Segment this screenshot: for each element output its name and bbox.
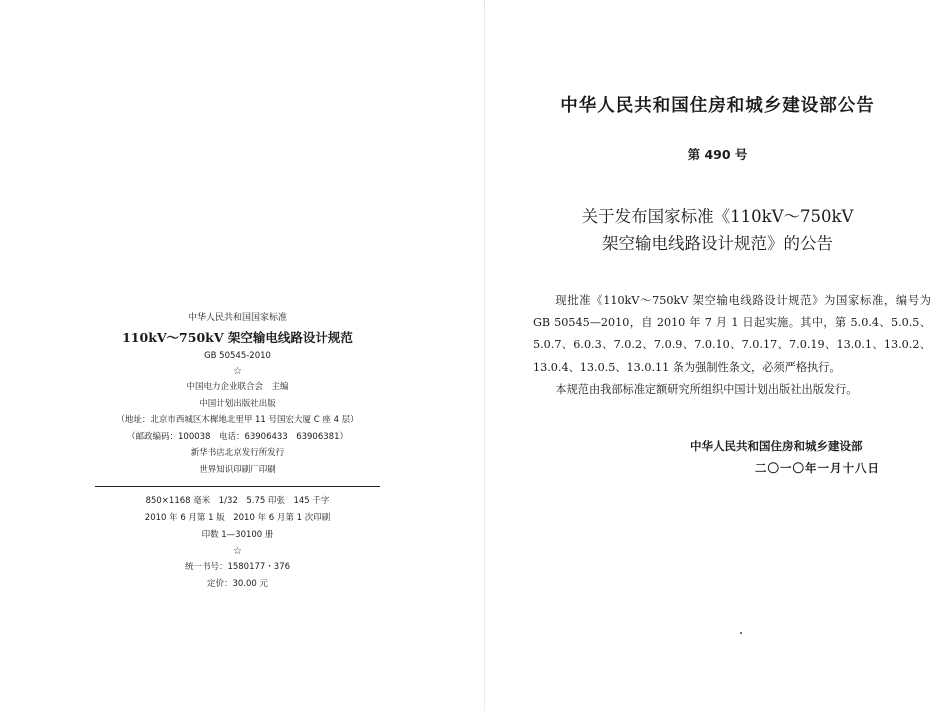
print-run-line: 印数 1—30100 册 <box>201 530 274 540</box>
announcement-page <box>485 0 950 710</box>
notice-heading <box>485 203 950 257</box>
announcement-number: 第 490 号 <box>687 147 748 162</box>
star-divider-2: ☆ <box>233 546 242 557</box>
postcode-phone-line: （邮政编码：100038 电话：63906433 63906381） <box>127 431 348 442</box>
publisher-line: 中国计划出版社出版 <box>199 398 276 409</box>
signing-authority: 中华人民共和国住房和城乡建设部 <box>690 439 863 453</box>
distributor-line: 新华书店北京发行所发行 <box>190 448 285 458</box>
standard-code: GB 50545-2010 <box>204 350 271 361</box>
spec-line: 850×1168 毫米 1/32 5.75 印张 145 千字 <box>145 496 330 506</box>
book-title: 110kV～750kV 架空输电线路设计规范 <box>122 329 353 345</box>
notice-body <box>533 290 931 401</box>
imprint-rule <box>95 486 380 487</box>
printer-line: 世界知识印刷厂印刷 <box>199 464 276 475</box>
price-line: 定价：30.00 元 <box>206 579 269 589</box>
edition-line: 2010 年 6 月第 1 版 2010 年 6 月第 1 次印刷 <box>144 513 331 523</box>
address-line: （地址：北京市西城区木樨地北里甲 11 号国宏大厦 C 座 4 层） <box>116 415 359 425</box>
editor-line: 中国电力企业联合会 主编 <box>186 382 289 392</box>
notice-paragraph-2: 本规范由我部标准定额研究所组织中国计划出版社出版发行。 <box>555 382 858 396</box>
notice-heading-line2: 架空输电线路设计规范》的公告 <box>602 234 833 253</box>
star-divider: ☆ <box>233 366 242 377</box>
standard-series: 中华人民共和国国家标准 <box>187 313 287 323</box>
notice-heading-line1: 关于发布国家标准《110kV～750kV <box>581 207 854 226</box>
book-number-line: 统一书号：1580177・376 <box>184 562 291 572</box>
scan-speck <box>740 632 742 634</box>
imprint-block <box>95 310 380 593</box>
signing-date: 二〇一〇年一月十八日 <box>755 461 880 475</box>
announcement-title: 中华人民共和国住房和城乡建设部公告 <box>560 96 875 116</box>
notice-paragraph-1: 现批准《110kV～750kV 架空输电线路设计规范》为国家标准，编号为 GB 50545—2010，自 2010 年 7 月 1 日起实施。其中，第 5.0.4、5.0.5、5.0.7、6.0.3、7.0.2、7.0.9、7.0.10、7.0.17、7.0.19、13.0.1、13.0.2、13.0.4、13.0.5、13.0.11 条为强制性条文，必须严格执行。 <box>533 294 931 374</box>
